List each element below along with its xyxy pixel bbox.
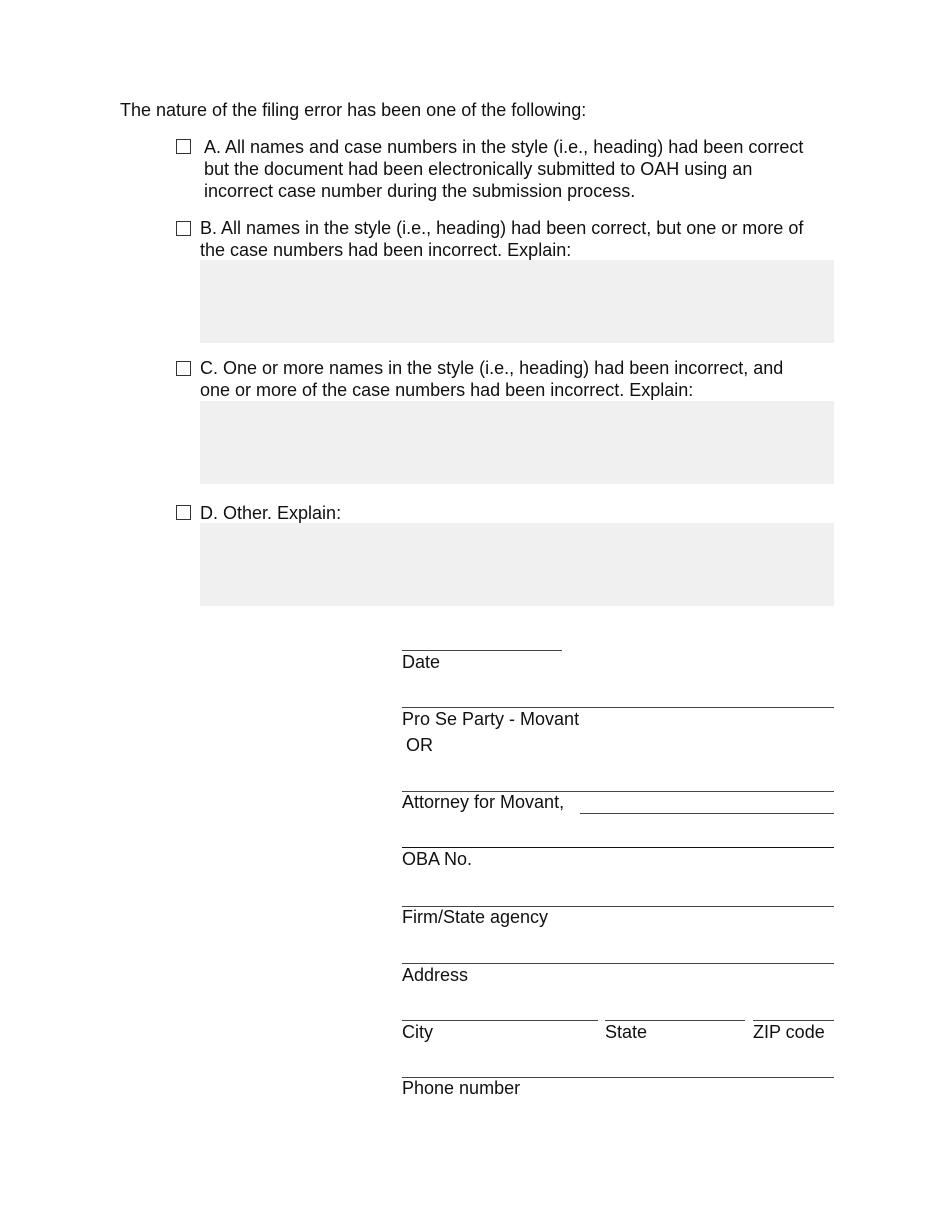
option-c-explain-field[interactable] [200, 401, 834, 484]
option-a-line-3: incorrect case number during the submission process. [204, 181, 636, 201]
option-d-explain-field[interactable] [200, 523, 834, 606]
option-c-line-1: C. One or more names in the style (i.e., heading) had been incorrect, and [200, 358, 784, 378]
option-b-checkbox[interactable] [176, 221, 191, 236]
or-label: OR [406, 735, 433, 755]
oba-label: OBA No. [402, 849, 473, 869]
option-a-line-1: A. All names and case numbers in the style (i.e., heading) had been correct [204, 137, 804, 157]
pro-se-label: Pro Se Party - Movant [402, 709, 580, 729]
city-label: City [402, 1022, 433, 1042]
date-label: Date [402, 652, 441, 672]
option-d-checkbox[interactable] [176, 505, 191, 520]
zip-label: ZIP code [753, 1022, 825, 1042]
option-b-explain-field[interactable] [200, 260, 834, 343]
option-b-line-1: B. All names in the style (i.e., heading) had been correct, but one or more of [200, 218, 804, 238]
option-b-line-2: the case numbers had been incorrect. Explain: [200, 240, 572, 260]
option-a-checkbox[interactable] [176, 139, 191, 154]
state-label: State [605, 1022, 648, 1042]
firm-label: Firm/State agency [402, 907, 549, 927]
option-d-line-1: D. Other. Explain: [200, 503, 342, 523]
option-a-line-2: but the document had been electronically submitted to OAH using an [204, 159, 753, 179]
attorney-name-line[interactable] [580, 813, 834, 814]
address-label: Address [402, 965, 469, 985]
option-c-checkbox[interactable] [176, 361, 191, 376]
option-c-line-2: one or more of the case numbers had been incorrect. Explain: [200, 380, 694, 400]
phone-label: Phone number [402, 1078, 521, 1098]
intro-text: The nature of the filing error has been one of the following: [120, 100, 587, 120]
attorney-label: Attorney for Movant, [402, 792, 565, 812]
